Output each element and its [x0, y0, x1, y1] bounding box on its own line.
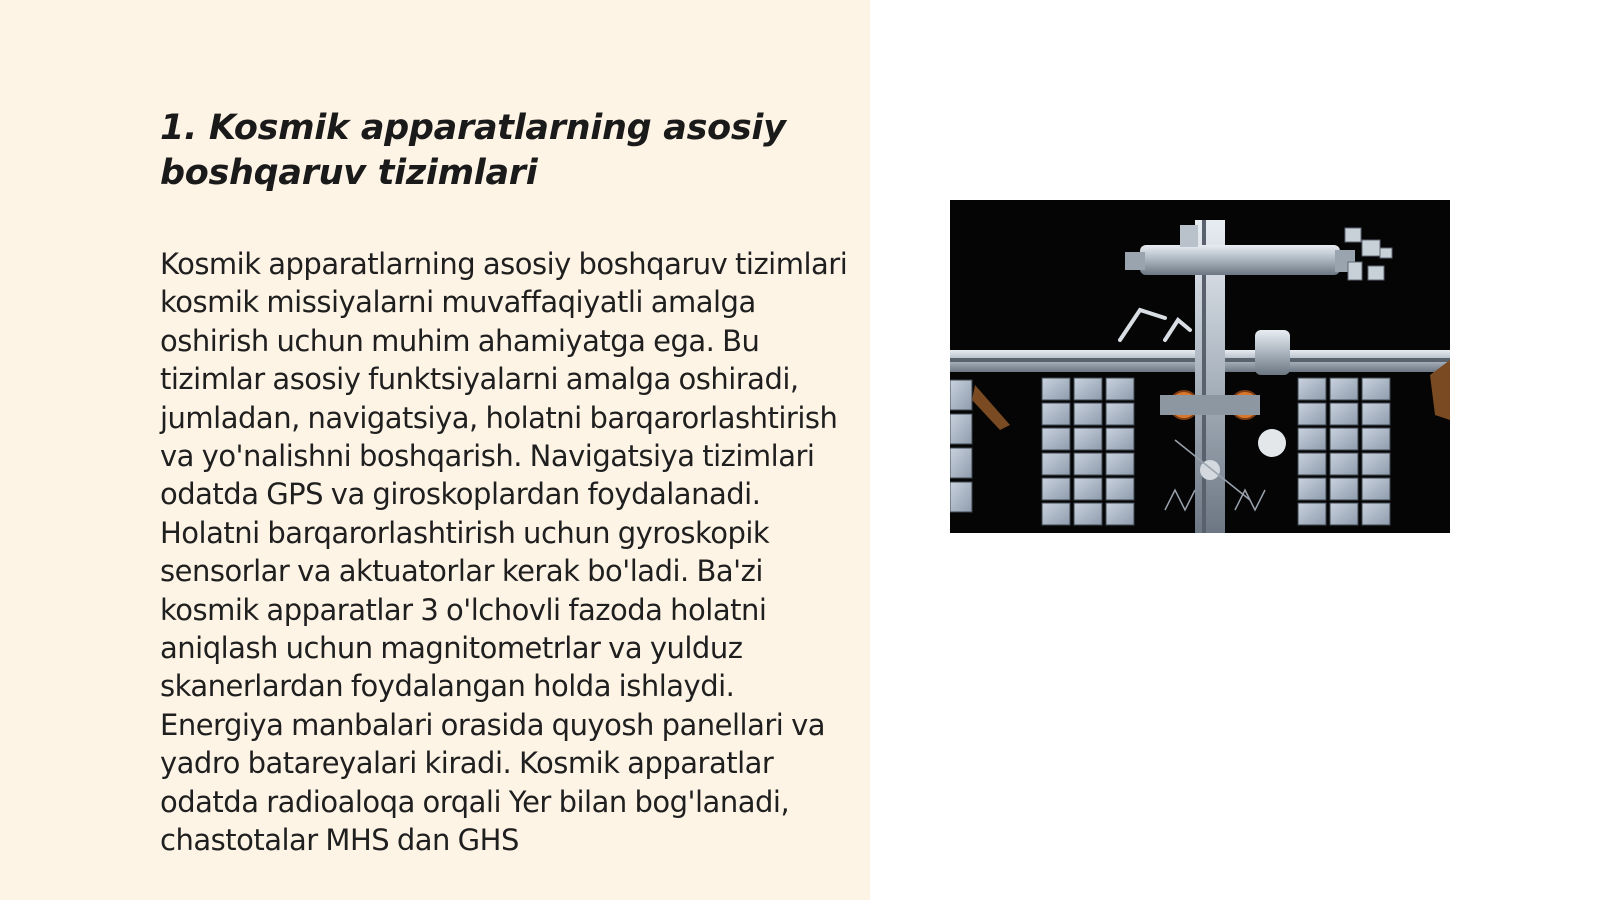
space-station-photo [950, 200, 1450, 533]
slide-body-text: Kosmik apparatlarning asosiy boshqaruv tizimlari kosmik missiyalarni muvaffaqiyatli amalga oshirish uchun muhim ahamiyatga ega. Bu tizimlar asosiy funktsiyalarni amalga oshiradi, jumladan, navigatsiya, holatni barqarorlashtirish va yo'nalishni boshqarish. Navigatsiya tizimlari odatda GPS va giroskoplardan foydalanadi. Holatni barqarorlashtirish uchun gyroskopik sensorlar va aktuatorlar kerak bo'ladi. Ba'zi kosmik apparatlar 3 o'lchovli fazoda holatni aniqlash uchun magnitometrlar va yulduz skanerlardan foydalangan holda ishlaydi. Energiya manbalari orasida quyosh panellari va yadro batareyalari kiradi. Kosmik apparatlar odatda radioaloqa orqali Yer bilan bog'lanadi, chastotalar MHS dan GHS [160, 247, 848, 858]
slide-title: 1. Kosmik apparatlarning asosiy boshqaruv tizimlari [160, 108, 786, 193]
